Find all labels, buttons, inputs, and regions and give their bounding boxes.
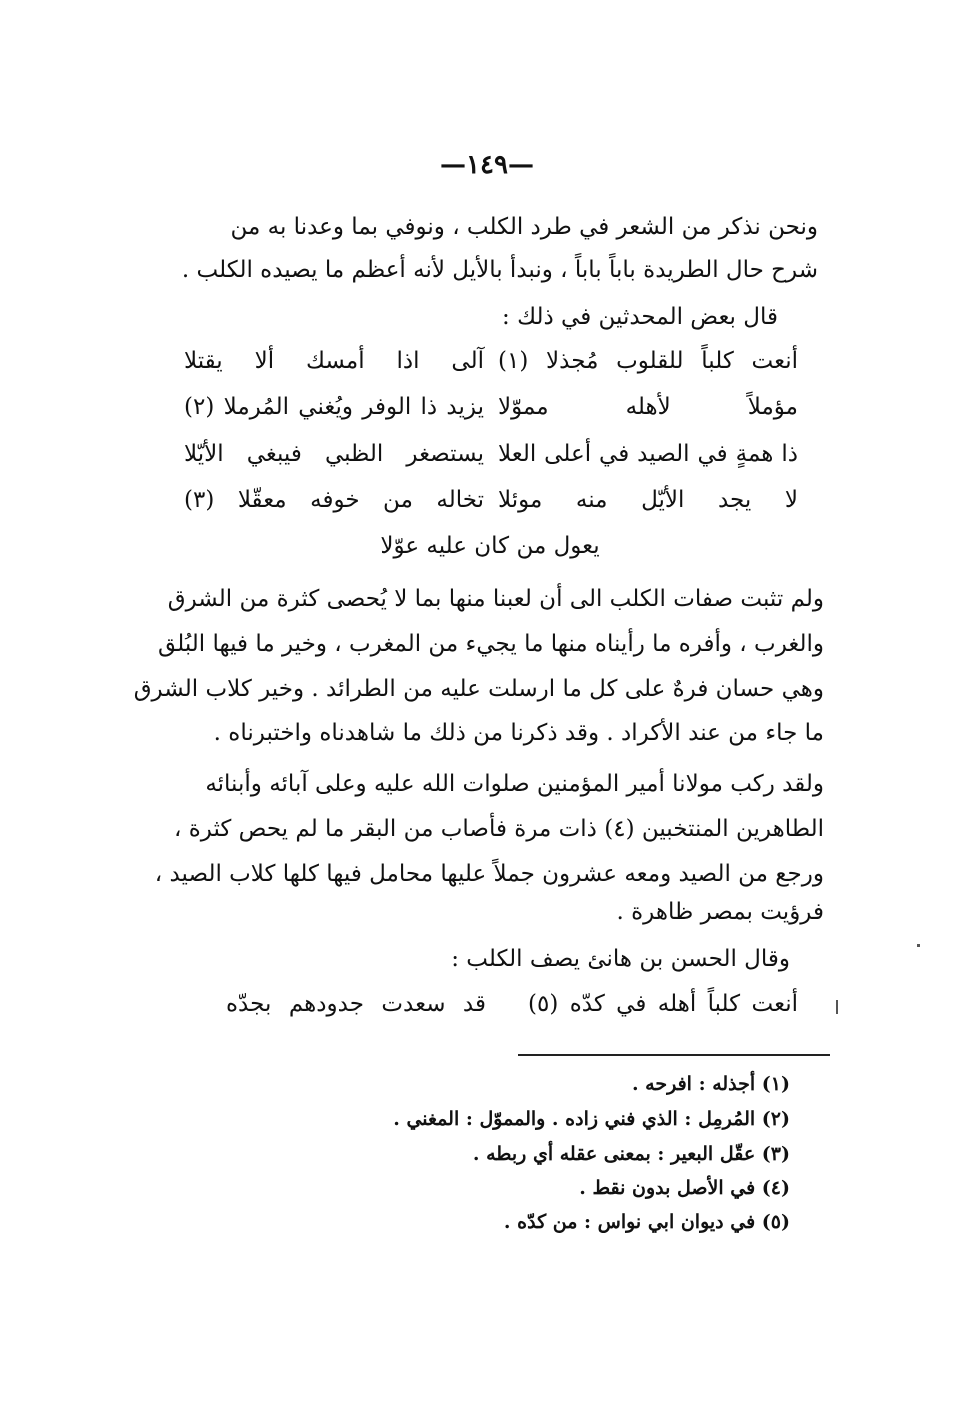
verse-first-hemistich: أنعت كلباً للقلوب مُجذلا (١)	[498, 348, 798, 374]
footnote: (١) أجذله : افرحه .	[631, 1073, 790, 1095]
para1-line-1: ولم تثبت صفات الكلب الى أن لعبنا منها بما لا يُحصى كثرة من الشرق	[167, 586, 824, 612]
verse-second-hemistich: آلى اذا أمسك ألا يقتلا	[184, 348, 484, 374]
para2-line-4: فرؤيت بمصر ظاهرة .	[616, 899, 824, 925]
verse-first-hemistich: مؤملاً لأهله مموّلا	[498, 394, 798, 420]
poem1-intro: قال بعض المحدثين في ذلك :	[502, 304, 778, 330]
para1-line-3: وهي حسان فرهٌ على كل ما ارسلت عليه من الطرائد . وخير كلاب الشرق	[133, 676, 824, 702]
verse-first-hemistich: ذا همةٍ في الصيد في أعلى العلا	[498, 441, 798, 467]
footnote: (٤) في الأصل بدون نقط .	[579, 1177, 790, 1199]
footnote: (٢) المُرمِل : الذي فني زاده . والمموّل : المغني .	[393, 1108, 790, 1130]
footnote: (٣) عقّل البعير : بمعنى عقله أي ربطه .	[472, 1143, 790, 1165]
para2-line-1: ولقد ركب مولانا أمير المؤمنين صلوات الله عليه وعلى آبائه وأبنائه	[205, 771, 824, 797]
intro-line-2: شرح حال الطريدة باباً باباً ، ونبدأ بالأيل لأنه أعظم ما يصيده الكلب .	[181, 257, 818, 283]
para1-line-4: ما جاء من عند الأكراد . وقد ذكرنا من ذلك ما شاهدناه واختبرناه .	[213, 720, 824, 746]
footnote: (٥) في ديوان ابي نواس : من كدّه .	[503, 1211, 790, 1233]
page-number: —١٤٩—	[440, 150, 534, 180]
verse-first-hemistich: أنعت كلباً أهله في كدّه (٥)	[528, 991, 798, 1017]
verse-first-hemistich: لا يجد الأيّل منه موئلا	[498, 487, 798, 513]
poem2-intro: وقال الحسن بن هانئ يصف الكلب :	[451, 946, 790, 972]
margin-dot	[917, 944, 920, 947]
verse-second-hemistich: قد سعدت جدودهم بجدّه	[226, 991, 486, 1017]
footnote-separator	[518, 1054, 830, 1056]
para2-line-2: الطاهرين المنتخبين (٤) ذات مرة فأصاب من البقر ما لم يحص كثرة ،	[173, 816, 824, 842]
para1-line-2: والغرب ، وأفره ما رأيناه منها ما يجيء من المغرب ، وخير ما فيها البُلق	[158, 631, 824, 657]
margin-mark	[836, 1000, 838, 1014]
verse-second-hemistich: تخاله من خوفه معقّلا (٣)	[184, 487, 484, 513]
verse-second-hemistich: يستصغر الظبي فيبغي الأيّلا	[184, 441, 484, 467]
verse-second-hemistich: يزيد ذا الوفر ويُغني المُرملا (٢)	[184, 394, 484, 420]
verse-final: يعول من كان عليه عوّلا	[380, 533, 600, 559]
intro-line-1: ونحن نذكر من الشعر في طرد الكلب ، ونوفي بما وعدنا به من	[230, 214, 818, 240]
para2-line-3: ورجع من الصيد ومعه عشرون جملاً عليها محامل فيها كلها كلاب الصيد ،	[154, 861, 824, 887]
